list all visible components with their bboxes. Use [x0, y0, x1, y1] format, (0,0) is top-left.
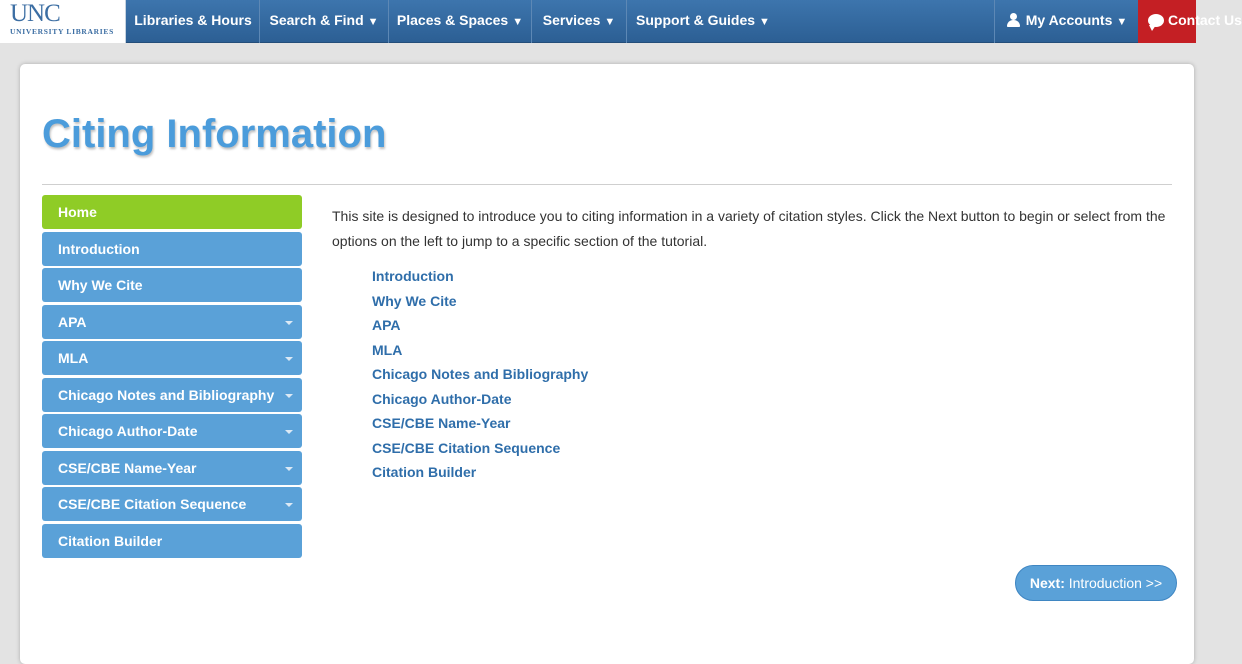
next-button-label: Introduction >>	[1068, 575, 1163, 591]
sidebar-item-label: Why We Cite	[58, 277, 143, 293]
title-divider	[42, 184, 1172, 185]
link-citation-builder[interactable]: Citation Builder	[372, 464, 477, 480]
caret-down-icon: ▼	[1116, 16, 1128, 28]
caret-down-icon: ▼	[604, 16, 616, 28]
sidebar-item-label: MLA	[58, 350, 89, 366]
nav-services[interactable]	[532, 0, 627, 43]
contact-label: Contact Us	[1168, 12, 1242, 28]
intro-paragraph: This site is designed to introduce you to citing information in a variety of citation styles. Click the Next button to begin or select from the options on the left to jump to a specific section of the tutorial.	[332, 208, 1166, 249]
dropdown-caret-icon[interactable]	[285, 430, 293, 434]
link-apa[interactable]: APA	[372, 317, 401, 333]
nav-label: My Accounts	[1025, 12, 1113, 28]
sidebar-item-cse-name-year[interactable]	[42, 451, 302, 485]
link-chicago-notes[interactable]: Chicago Notes and Bibliography	[372, 366, 589, 382]
page-title: Citing Information	[42, 112, 387, 156]
caret-down-icon: ▼	[759, 16, 770, 28]
top-navigation-bar	[0, 0, 1242, 43]
link-chicago-author-date[interactable]: Chicago Author-Date	[372, 390, 512, 407]
sidebar-item-label: Citation Builder	[58, 532, 163, 549]
nav-label: Services	[542, 12, 601, 28]
nav-label: Libraries & Hours	[134, 12, 252, 28]
nav-places-spaces[interactable]	[389, 0, 532, 43]
sidebar-item-chicago-author-date[interactable]	[42, 414, 302, 448]
sidebar-item-home[interactable]	[42, 195, 302, 229]
logo-text: UNC	[10, 0, 60, 27]
content-card	[20, 64, 1194, 664]
caret-down-icon: ▼	[367, 16, 379, 28]
nav-my-accounts[interactable]	[994, 0, 1138, 43]
sidebar-item-label: Chicago Author-Date	[58, 423, 198, 439]
link-mla[interactable]: MLA	[372, 341, 403, 358]
sidebar-item-label: Chicago Notes and Bibliography	[58, 386, 275, 403]
sidebar-item-label: Introduction	[58, 240, 140, 257]
nav-support-guides[interactable]	[627, 0, 779, 43]
dropdown-caret-icon[interactable]	[285, 467, 293, 471]
sidebar-item-label: CSE/CBE Citation Sequence	[58, 496, 247, 512]
nav-libraries-hours[interactable]	[127, 0, 260, 43]
sidebar-item-citation-builder[interactable]	[42, 524, 302, 558]
sidebar-item-introduction[interactable]	[42, 232, 302, 266]
link-cse-name-year[interactable]: CSE/CBE Name-Year	[372, 415, 511, 431]
nav-label: Search & Find	[269, 12, 364, 28]
unc-libraries-logo[interactable]	[0, 0, 126, 43]
next-button-prefix: Next:	[1029, 575, 1065, 591]
person-icon	[1006, 13, 1020, 27]
sidebar-item-chicago-notes[interactable]	[42, 378, 302, 412]
section-link-list	[372, 264, 588, 485]
sidebar-item-apa[interactable]	[42, 305, 302, 339]
dropdown-caret-icon[interactable]	[285, 357, 293, 361]
link-cse-citation-sequence[interactable]: CSE/CBE Citation Sequence	[372, 439, 561, 456]
sidebar-item-label: APA	[58, 313, 87, 330]
contact-us-button[interactable]	[1138, 0, 1242, 43]
nav-label: Places & Spaces	[396, 12, 509, 28]
sidebar-item-why-we-cite[interactable]	[42, 268, 302, 302]
link-why-we-cite[interactable]: Why We Cite	[372, 292, 457, 309]
nav-search-find[interactable]	[260, 0, 389, 43]
nav-label: Support & Guides	[636, 12, 756, 28]
link-introduction[interactable]: Introduction	[372, 268, 454, 284]
sidebar-item-label: CSE/CBE Name-Year	[58, 459, 197, 476]
sidebar-item-cse-citation-sequence[interactable]	[42, 487, 302, 521]
chat-bubble-icon	[1148, 14, 1164, 27]
caret-down-icon: ▼	[512, 16, 524, 28]
next-button[interactable]	[1015, 565, 1177, 601]
sidebar-menu	[42, 195, 302, 560]
dropdown-caret-icon[interactable]	[285, 394, 293, 398]
dropdown-caret-icon[interactable]	[285, 503, 293, 507]
sidebar-item-label: Home	[58, 204, 97, 220]
sidebar-item-mla[interactable]	[42, 341, 302, 375]
logo-subtext: UNIVERSITY LIBRARIES	[10, 27, 114, 36]
dropdown-caret-icon[interactable]	[285, 321, 293, 325]
